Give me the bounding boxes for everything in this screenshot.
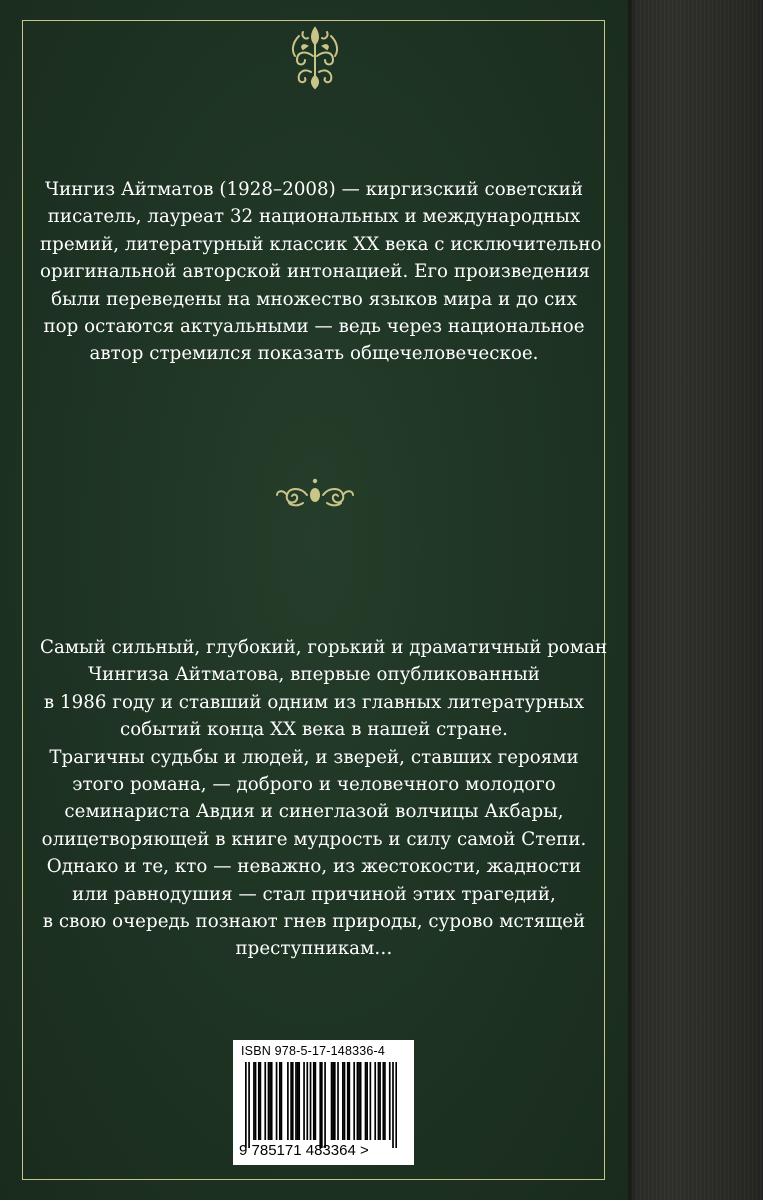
- author-bio-line: Чингиз Айтматов (1928–2008) — киргизский советский: [44, 179, 584, 200]
- barcode-bar: [319, 1062, 321, 1148]
- barcode-bar: [348, 1062, 350, 1140]
- description-line: Чингиза Айтматова, впервые опубликованный: [88, 664, 540, 686]
- barcode-bar: [358, 1062, 360, 1140]
- barcode-bar: [392, 1062, 394, 1148]
- barcode-bar: [382, 1062, 384, 1140]
- barcode-bar: [344, 1062, 346, 1140]
- book-description: [40, 634, 608, 963]
- barcode-bar: [342, 1062, 344, 1140]
- barcode-bar: [378, 1062, 380, 1140]
- barcode-bar: [366, 1062, 368, 1140]
- barcode-bar: [331, 1062, 333, 1140]
- barcode-bar: [303, 1062, 305, 1140]
- barcode-bar: [337, 1062, 339, 1140]
- barcode-bar: [281, 1062, 283, 1140]
- barcode-bar: [306, 1062, 308, 1140]
- fleur-ornament-icon: [275, 14, 355, 94]
- barcode-bar: [292, 1062, 294, 1140]
- barcode-bar: [297, 1062, 299, 1140]
- barcode-bar: [298, 1062, 300, 1140]
- book-spine: [628, 0, 763, 1200]
- description-line: в свою очередь познают гнев природы, сурово мстящей: [42, 911, 586, 933]
- author-bio-line: оригинальной авторской интонацией. Его произведения: [40, 261, 590, 283]
- description-line: или равнодушия — стал причиной этих трагедий,: [72, 883, 556, 905]
- description-line: Трагичны судьбы и людей, и зверей, ставших героями: [49, 746, 579, 768]
- ean-digits: 9 785171 483364 >: [239, 1142, 369, 1159]
- description-line: этого романа, — доброго и человечного молодого: [72, 774, 556, 796]
- barcode-bar: [295, 1062, 297, 1140]
- author-bio-line: пор остаются актуальными — ведь через национальное: [43, 316, 585, 338]
- barcode-bar: [379, 1062, 381, 1140]
- barcode-bar: [290, 1062, 292, 1140]
- barcode-bar: [334, 1062, 336, 1140]
- barcode-bar: [279, 1062, 281, 1140]
- description-line: Самый сильный, глубокий, горький и драматичный роман: [40, 637, 608, 658]
- barcode-bar: [258, 1062, 260, 1140]
- barcode-bar: [347, 1062, 349, 1140]
- barcode-bar: [269, 1062, 271, 1140]
- description-line: преступникам…: [235, 938, 393, 960]
- barcode-bar: [353, 1062, 355, 1140]
- barcode-bar: [253, 1062, 255, 1140]
- barcode-bar: [260, 1062, 262, 1140]
- barcode-bar: [268, 1062, 270, 1140]
- barcode-bar: [264, 1062, 266, 1140]
- barcode-bar: [287, 1062, 289, 1140]
- scroll-ornament-icon: [273, 473, 357, 513]
- barcode-bar: [271, 1062, 273, 1140]
- barcode-bar: [321, 1062, 323, 1148]
- description-line: семинариста Авдия и синеглазой волчицы Акбары,: [64, 801, 564, 823]
- barcode-bar: [370, 1062, 372, 1140]
- author-bio: [40, 176, 602, 368]
- barcode-bar: [315, 1062, 317, 1140]
- author-bio-line: были переведены на множество языков мира и до сих: [51, 288, 577, 310]
- barcode-bar: [360, 1062, 362, 1140]
- author-bio-line: премий, литературный классик XX века с исключительно: [40, 233, 602, 255]
- barcode-bar: [332, 1062, 334, 1140]
- barcode-bar: [245, 1062, 247, 1148]
- barcode-bar: [389, 1062, 391, 1140]
- barcode-bar: [313, 1062, 315, 1140]
- description-line: Однако и те, кто — неважно, из жестокости, жадности: [46, 856, 582, 878]
- barcode-bar: [324, 1062, 326, 1148]
- barcode-bar: [384, 1062, 386, 1140]
- barcode-bar: [374, 1062, 376, 1140]
- barcode-bar: [395, 1062, 397, 1148]
- barcode-bar: [365, 1062, 367, 1140]
- author-bio-line: писатель, лауреат 32 национальных и международных: [47, 206, 581, 228]
- author-bio-line: автор стремился показать общечеловеческое.: [89, 343, 539, 365]
- isbn-barcode: [233, 1040, 414, 1165]
- barcode-bar: [255, 1062, 257, 1140]
- barcode-bar: [357, 1062, 359, 1140]
- barcode-bar: [248, 1062, 250, 1148]
- description-line: в 1986 году и ставший одним из главных литературных: [43, 691, 585, 713]
- isbn-label: ISBN 978-5-17-148336-4: [241, 1044, 386, 1058]
- description-line: олицетворяющей в книге мудрость и силу самой Степи.: [41, 828, 587, 850]
- barcode-bar: [276, 1062, 278, 1140]
- barcode-bar: [310, 1062, 312, 1140]
- description-line: событий конца XX века в нашей стране.: [120, 719, 508, 741]
